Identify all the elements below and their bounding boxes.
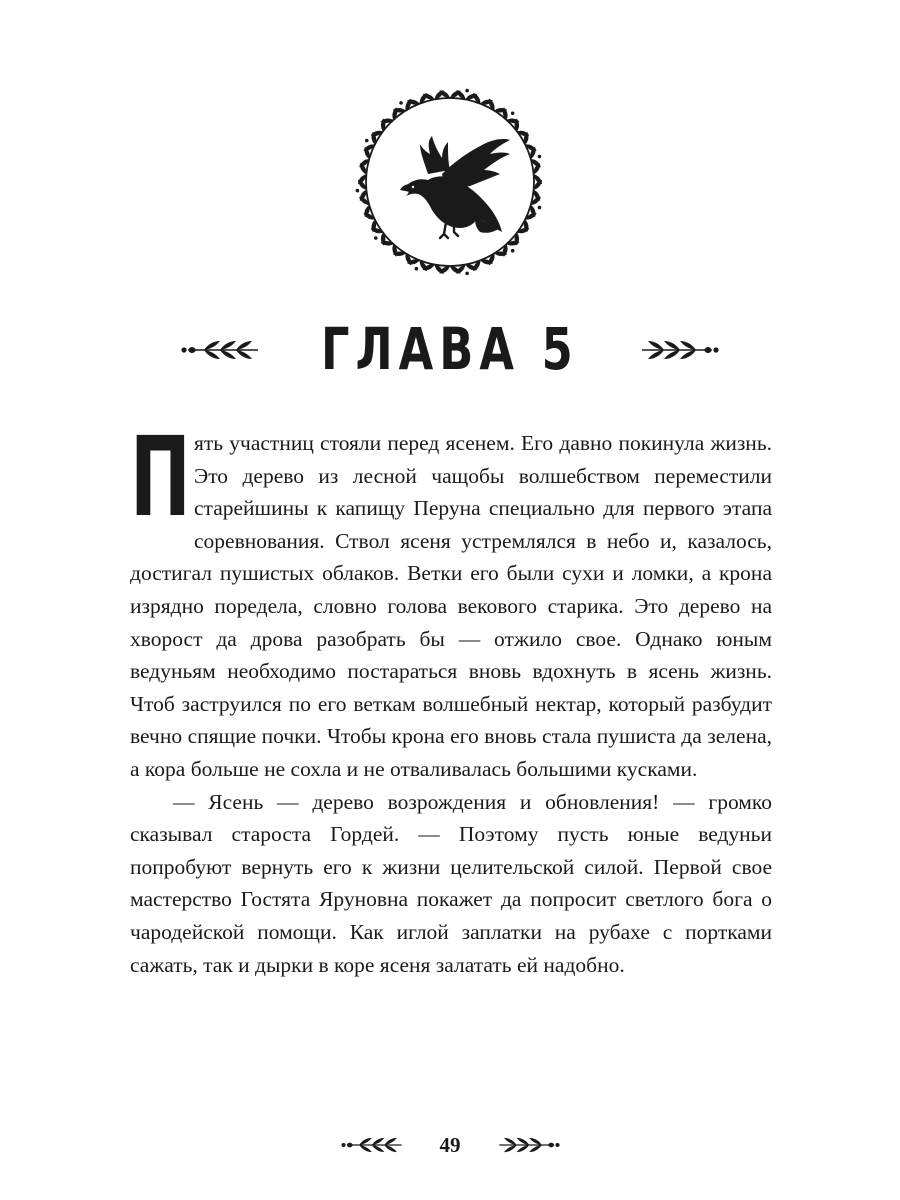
laurel-branch-ornament-icon xyxy=(640,336,722,364)
raven-in-wreath-icon xyxy=(350,82,550,282)
wreath-berry xyxy=(465,272,469,276)
wreath-berry xyxy=(538,155,542,159)
chapter-heading xyxy=(0,318,900,382)
wreath-berry xyxy=(415,267,419,271)
laurel-branch-ornament-icon xyxy=(338,1134,404,1156)
paragraph-2: — Ясень — дерево возрождения и обновления! — громко сказывал староста Гордей. — Поэтому пусть юные ведуньи попробуют вернуть его к жизни целительской силой. Первой свое мастерство Гостята Яруновна покажет да попросит светлого бога о чародейской помощи. Как иглой заплатки на рубахе с портками сажать, так и дырки в коре ясеня залатать ей надобно. xyxy=(130,789,772,977)
laurel-branch-ornament-icon xyxy=(497,1134,563,1156)
page-footer xyxy=(0,1128,900,1162)
chapter-text xyxy=(130,413,772,981)
drop-cap: П xyxy=(130,413,191,541)
wreath-berry xyxy=(511,111,515,115)
wreath-berry xyxy=(538,206,542,210)
wreath-berry xyxy=(511,249,515,253)
paragraph-1-text: ять участниц стояли перед ясенем. Его давно покинула жизнь. Это дерево из лесной чащобы волшебством переместили старейшины к капищу Перуна специально для первого этапа соревнования. Ствол ясеня устремлялся в небо и, казалось, достигал пушистых облаков. Ветки его были сухи и ломки, а крона изрядно поредела, словно голова векового старика. Это дерево на хворост да дрова разобрать бы — отжило свое. Однако юным ведуньям необходимо постараться вновь вдохнуть в ясень жизнь. Чтоб заструился по его веткам волшебный нектар, который разбудит вечно спящие почки. Чтобы крона его вновь стала пушиста да зелена, а кора больше не сохла и не отваливалась большими кусками. xyxy=(130,431,772,781)
laurel-branch-ornament-icon xyxy=(178,336,260,364)
wreath-berry xyxy=(365,139,369,143)
raven-icon xyxy=(400,136,510,238)
chapter-title: ГЛАВА 5 xyxy=(321,316,579,384)
paragraph-1 xyxy=(130,413,772,786)
wreath-berry xyxy=(374,236,378,240)
wreath-berry xyxy=(465,89,469,93)
wreath-berry xyxy=(399,101,403,105)
wreath-berry xyxy=(356,189,360,193)
page-number: 49 xyxy=(439,1132,461,1157)
